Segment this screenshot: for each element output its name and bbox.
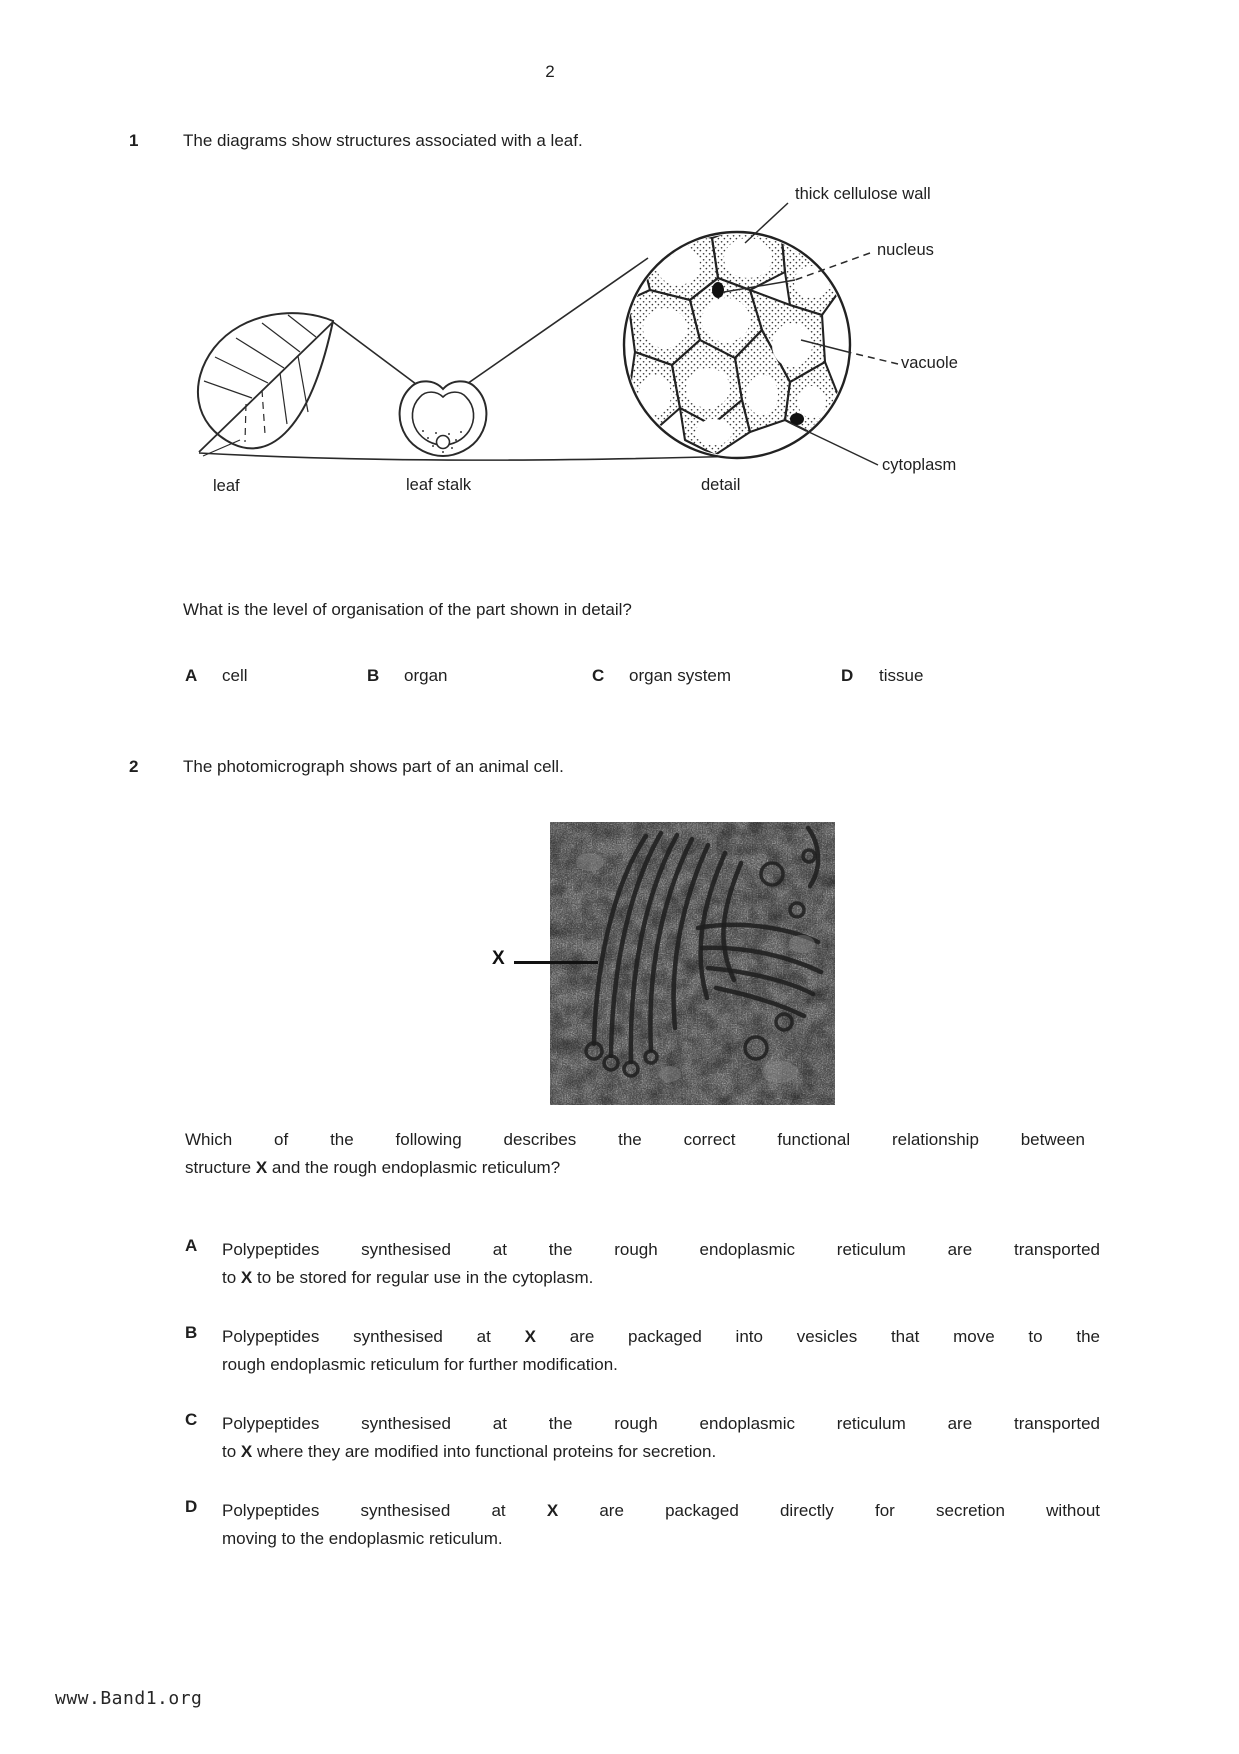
q1-option-b-text: organ (404, 666, 448, 685)
label-cytoplasm: cytoplasm (882, 456, 957, 474)
micrograph-x-label: X (492, 948, 505, 969)
q1-stem: The diagrams show structures associated with a leaf. (183, 131, 583, 150)
q2-option-b-letter: B (185, 1323, 198, 1342)
q2-question-line2: structure X and the rough endoplasmic reticulum? (185, 1158, 561, 1177)
q1-option-b-letter: B (367, 666, 380, 685)
q1-number: 1 (129, 131, 139, 150)
leaf-stalk-section (400, 381, 487, 456)
footer-url: www.Band1.org (55, 1688, 203, 1709)
label-vacuole: vacuole (901, 354, 958, 372)
page-number: 2 (545, 62, 555, 81)
label-detail: detail (701, 476, 741, 494)
q2-option-c-text: Polypeptides synthesised at the rough endoplasmic reticulum are transported to X where they are modified into functional proteins for secretion. (222, 1414, 1100, 1461)
q1-option-d-letter: D (841, 666, 854, 685)
q2-option-c-letter: C (185, 1410, 198, 1429)
q1-option-c-letter: C (592, 666, 605, 685)
q2-question (185, 1126, 1085, 1182)
q2-stem: The photomicrograph shows part of an animal cell. (183, 757, 564, 776)
label-leaf-stalk: leaf stalk (406, 476, 472, 494)
q2-option-a-text: Polypeptides synthesised at the rough endoplasmic reticulum are transported to X to be stored for regular use in the cytoplasm. (222, 1240, 1100, 1287)
q2-option-d-letter: D (185, 1497, 198, 1516)
plant-cell-detail (624, 225, 850, 458)
q2-question-line1: Which of the following describes the correct functional relationship between (185, 1130, 1085, 1149)
q2-option-d-text: Polypeptides synthesised at X are packaged directly for secretion without moving to the endoplasmic reticulum. (222, 1501, 1100, 1548)
q1-option-a-letter: A (185, 666, 198, 685)
leaf-drawing (198, 313, 333, 456)
micrograph-x-pointer-line (514, 961, 598, 964)
q2-option-a-letter: A (185, 1236, 198, 1255)
label-thick-cellulose-wall: thick cellulose wall (795, 185, 931, 203)
q2-number: 2 (129, 757, 139, 776)
label-leaf: leaf (213, 477, 240, 495)
label-nucleus: nucleus (877, 241, 934, 259)
q1-option-c-text: organ system (629, 666, 732, 685)
q1-option-a-text: cell (222, 666, 248, 685)
q2-option-b-text: Polypeptides synthesised at X are packaged into vesicles that move to the rough endoplasmic reticulum for further modification. (222, 1327, 1100, 1374)
q1-option-d-text: tissue (879, 666, 924, 685)
q1-question: What is the level of organisation of the part shown in detail? (183, 600, 632, 619)
